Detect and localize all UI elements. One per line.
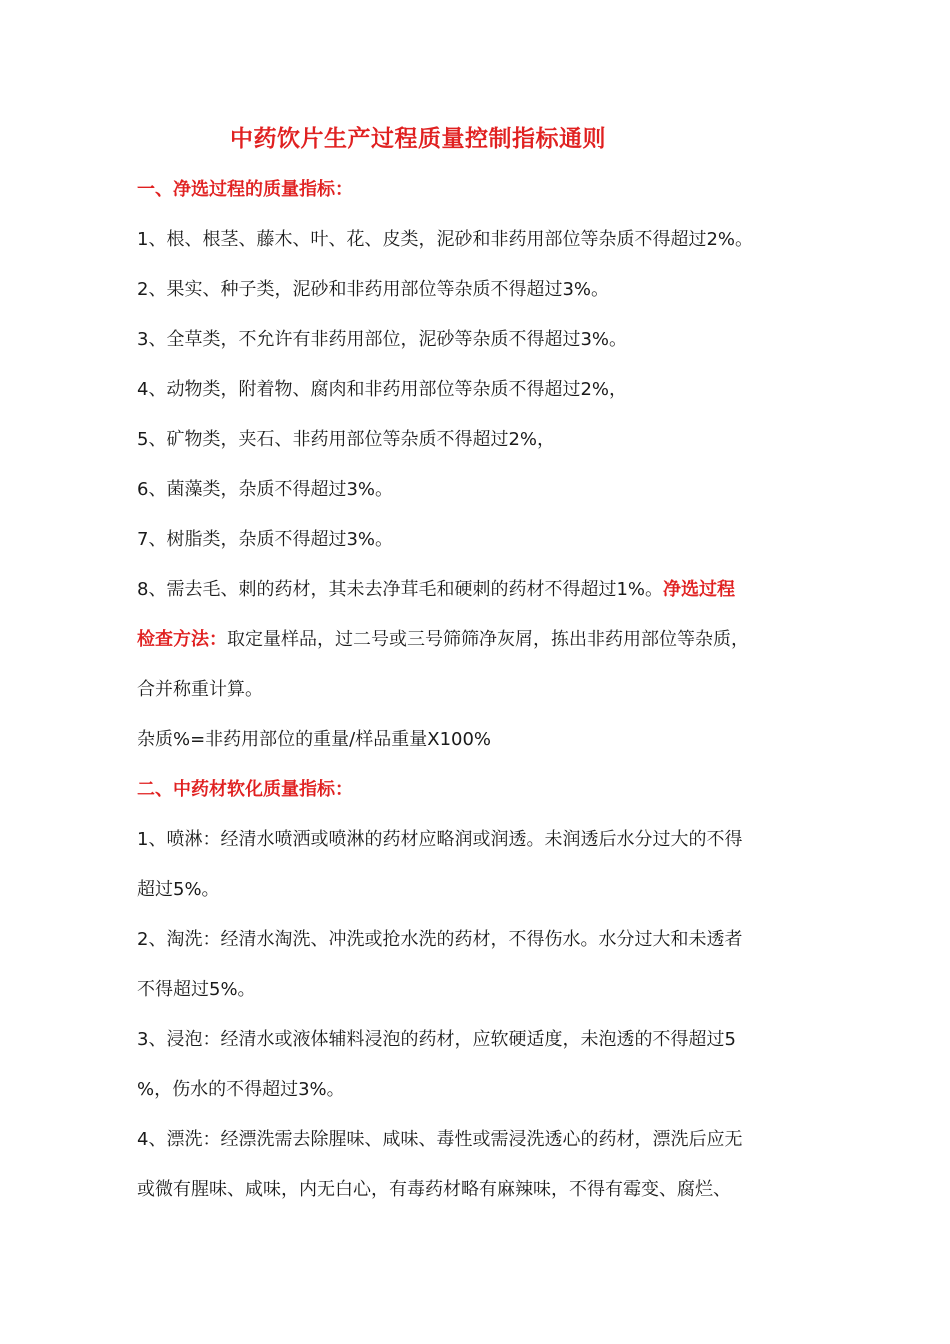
document-title: 中药饮片生产过程质量控制指标通则 — [230, 126, 606, 152]
method-label-part-1: 净选过程 — [663, 579, 736, 600]
section-1-heading: 一、净选过程的质量指标： — [137, 179, 353, 200]
section-2-line-7: 4、漂洗：经漂洗需去除腥味、咸味、毒性或需浸洗透心的药材，漂洗后应无 — [137, 1129, 743, 1150]
section-2-line-4: 不得超过5%。 — [137, 979, 256, 1000]
section-1-item-4: 4、动物类，附着物、腐肉和非药用部位等杂质不得超过2%， — [137, 379, 628, 400]
section-1-item-8 — [137, 578, 827, 602]
section-2-line-3: 2、淘洗：经清水淘洗、冲洗或抢水洗的药材，不得伤水。水分过大和未透者 — [137, 929, 743, 950]
section-2-heading: 二、中药材软化质量指标： — [137, 779, 353, 800]
section-2-line-1: 1、喷淋：经清水喷洒或喷淋的药材应略润或润透。未润透后水分过大的不得 — [137, 829, 743, 850]
item-8-text: 8、需去毛、刺的药材，其未去净茸毛和硬刺的药材不得超过1%。 — [137, 579, 664, 600]
section-2-line-2: 超过5%。 — [137, 879, 220, 900]
section-2-line-6: %，伤水的不得超过3%。 — [137, 1079, 345, 1100]
section-2-line-5: 3、浸泡：经清水或液体辅料浸泡的药材，应软硬适度，未泡透的不得超过5 — [137, 1029, 736, 1050]
method-line — [137, 628, 827, 652]
method-text: 取定量样品，过二号或三号筛筛净灰屑，拣出非药用部位等杂质， — [227, 629, 749, 650]
section-1-item-3: 3、全草类，不允许有非药用部位，泥砂等杂质不得超过3%。 — [137, 329, 628, 350]
method-label-part-2: 检查方法： — [137, 629, 227, 650]
section-1-item-2: 2、果实、种子类，泥砂和非药用部位等杂质不得超过3%。 — [137, 279, 610, 300]
method-text-continued: 合并称重计算。 — [137, 679, 263, 700]
section-1-item-7: 7、树脂类，杂质不得超过3%。 — [137, 529, 394, 550]
impurity-formula: 杂质%=非药用部位的重量/样品重量X100% — [137, 729, 492, 750]
section-1-item-6: 6、菌藻类，杂质不得超过3%。 — [137, 479, 394, 500]
section-1-item-1: 1、根、根茎、藤木、叶、花、皮类，泥砂和非药用部位等杂质不得超过2%。 — [137, 229, 754, 250]
section-1-item-5: 5、矿物类，夹石、非药用部位等杂质不得超过2%， — [137, 429, 556, 450]
section-2-line-8: 或微有腥味、咸味，内无白心，有毒药材略有麻辣味，不得有霉变、腐烂、 — [137, 1179, 731, 1200]
